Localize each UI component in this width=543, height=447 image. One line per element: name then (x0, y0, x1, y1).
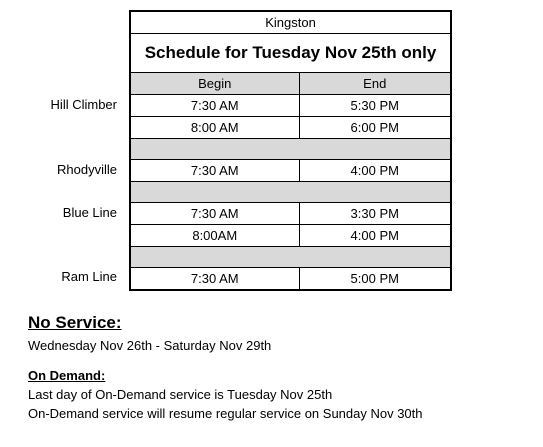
begin-time-cell: 8:00 AM (130, 117, 299, 139)
end-time-cell: 3:30 PM (299, 203, 451, 225)
table-row (130, 268, 451, 291)
spacer-cell (130, 139, 451, 160)
table-row (130, 160, 451, 182)
column-header-end: End (299, 73, 451, 95)
on-demand-note-last-day: Last day of On-Demand service is Tuesday Nov 25th (28, 387, 333, 402)
table-row (130, 117, 451, 139)
column-header-begin: Begin (130, 73, 299, 95)
schedule-heading: Schedule for Tuesday Nov 25th only (130, 34, 451, 73)
route-label-ram-line: Ram Line (61, 269, 117, 284)
table-spacer-row (130, 139, 451, 160)
table-row (130, 34, 451, 73)
table-row (130, 95, 451, 117)
end-time-cell: 5:30 PM (299, 95, 451, 117)
no-service-heading: No Service: (28, 313, 122, 332)
location-cell: Kingston (130, 11, 451, 34)
spacer-cell (130, 182, 451, 203)
schedule-table (129, 10, 452, 291)
spacer-cell (130, 247, 451, 268)
route-label-hill-climber: Hill Climber (50, 97, 117, 112)
table-row (130, 225, 451, 247)
table-row (130, 11, 451, 34)
route-label-rhodyville: Rhodyville (57, 162, 117, 177)
table-row (130, 73, 451, 95)
no-service-dates: Wednesday Nov 26th - Saturday Nov 29th (28, 338, 272, 353)
end-time-cell: 4:00 PM (299, 160, 451, 182)
table-spacer-row (130, 247, 451, 268)
end-time-cell: 4:00 PM (299, 225, 451, 247)
end-time-cell: 5:00 PM (299, 268, 451, 291)
on-demand-heading: On Demand: (28, 368, 106, 383)
table-row (130, 203, 451, 225)
begin-time-cell: 7:30 AM (130, 160, 299, 182)
route-label-blue-line: Blue Line (62, 205, 117, 220)
begin-time-cell: 7:30 AM (130, 203, 299, 225)
table-spacer-row (130, 182, 451, 203)
begin-time-cell: 7:30 AM (130, 268, 299, 291)
end-time-cell: 6:00 PM (299, 117, 451, 139)
on-demand-note-resume: On-Demand service will resume regular service on Sunday Nov 30th (28, 406, 423, 421)
begin-time-cell: 7:30 AM (130, 95, 299, 117)
begin-time-cell: 8:00AM (130, 225, 299, 247)
